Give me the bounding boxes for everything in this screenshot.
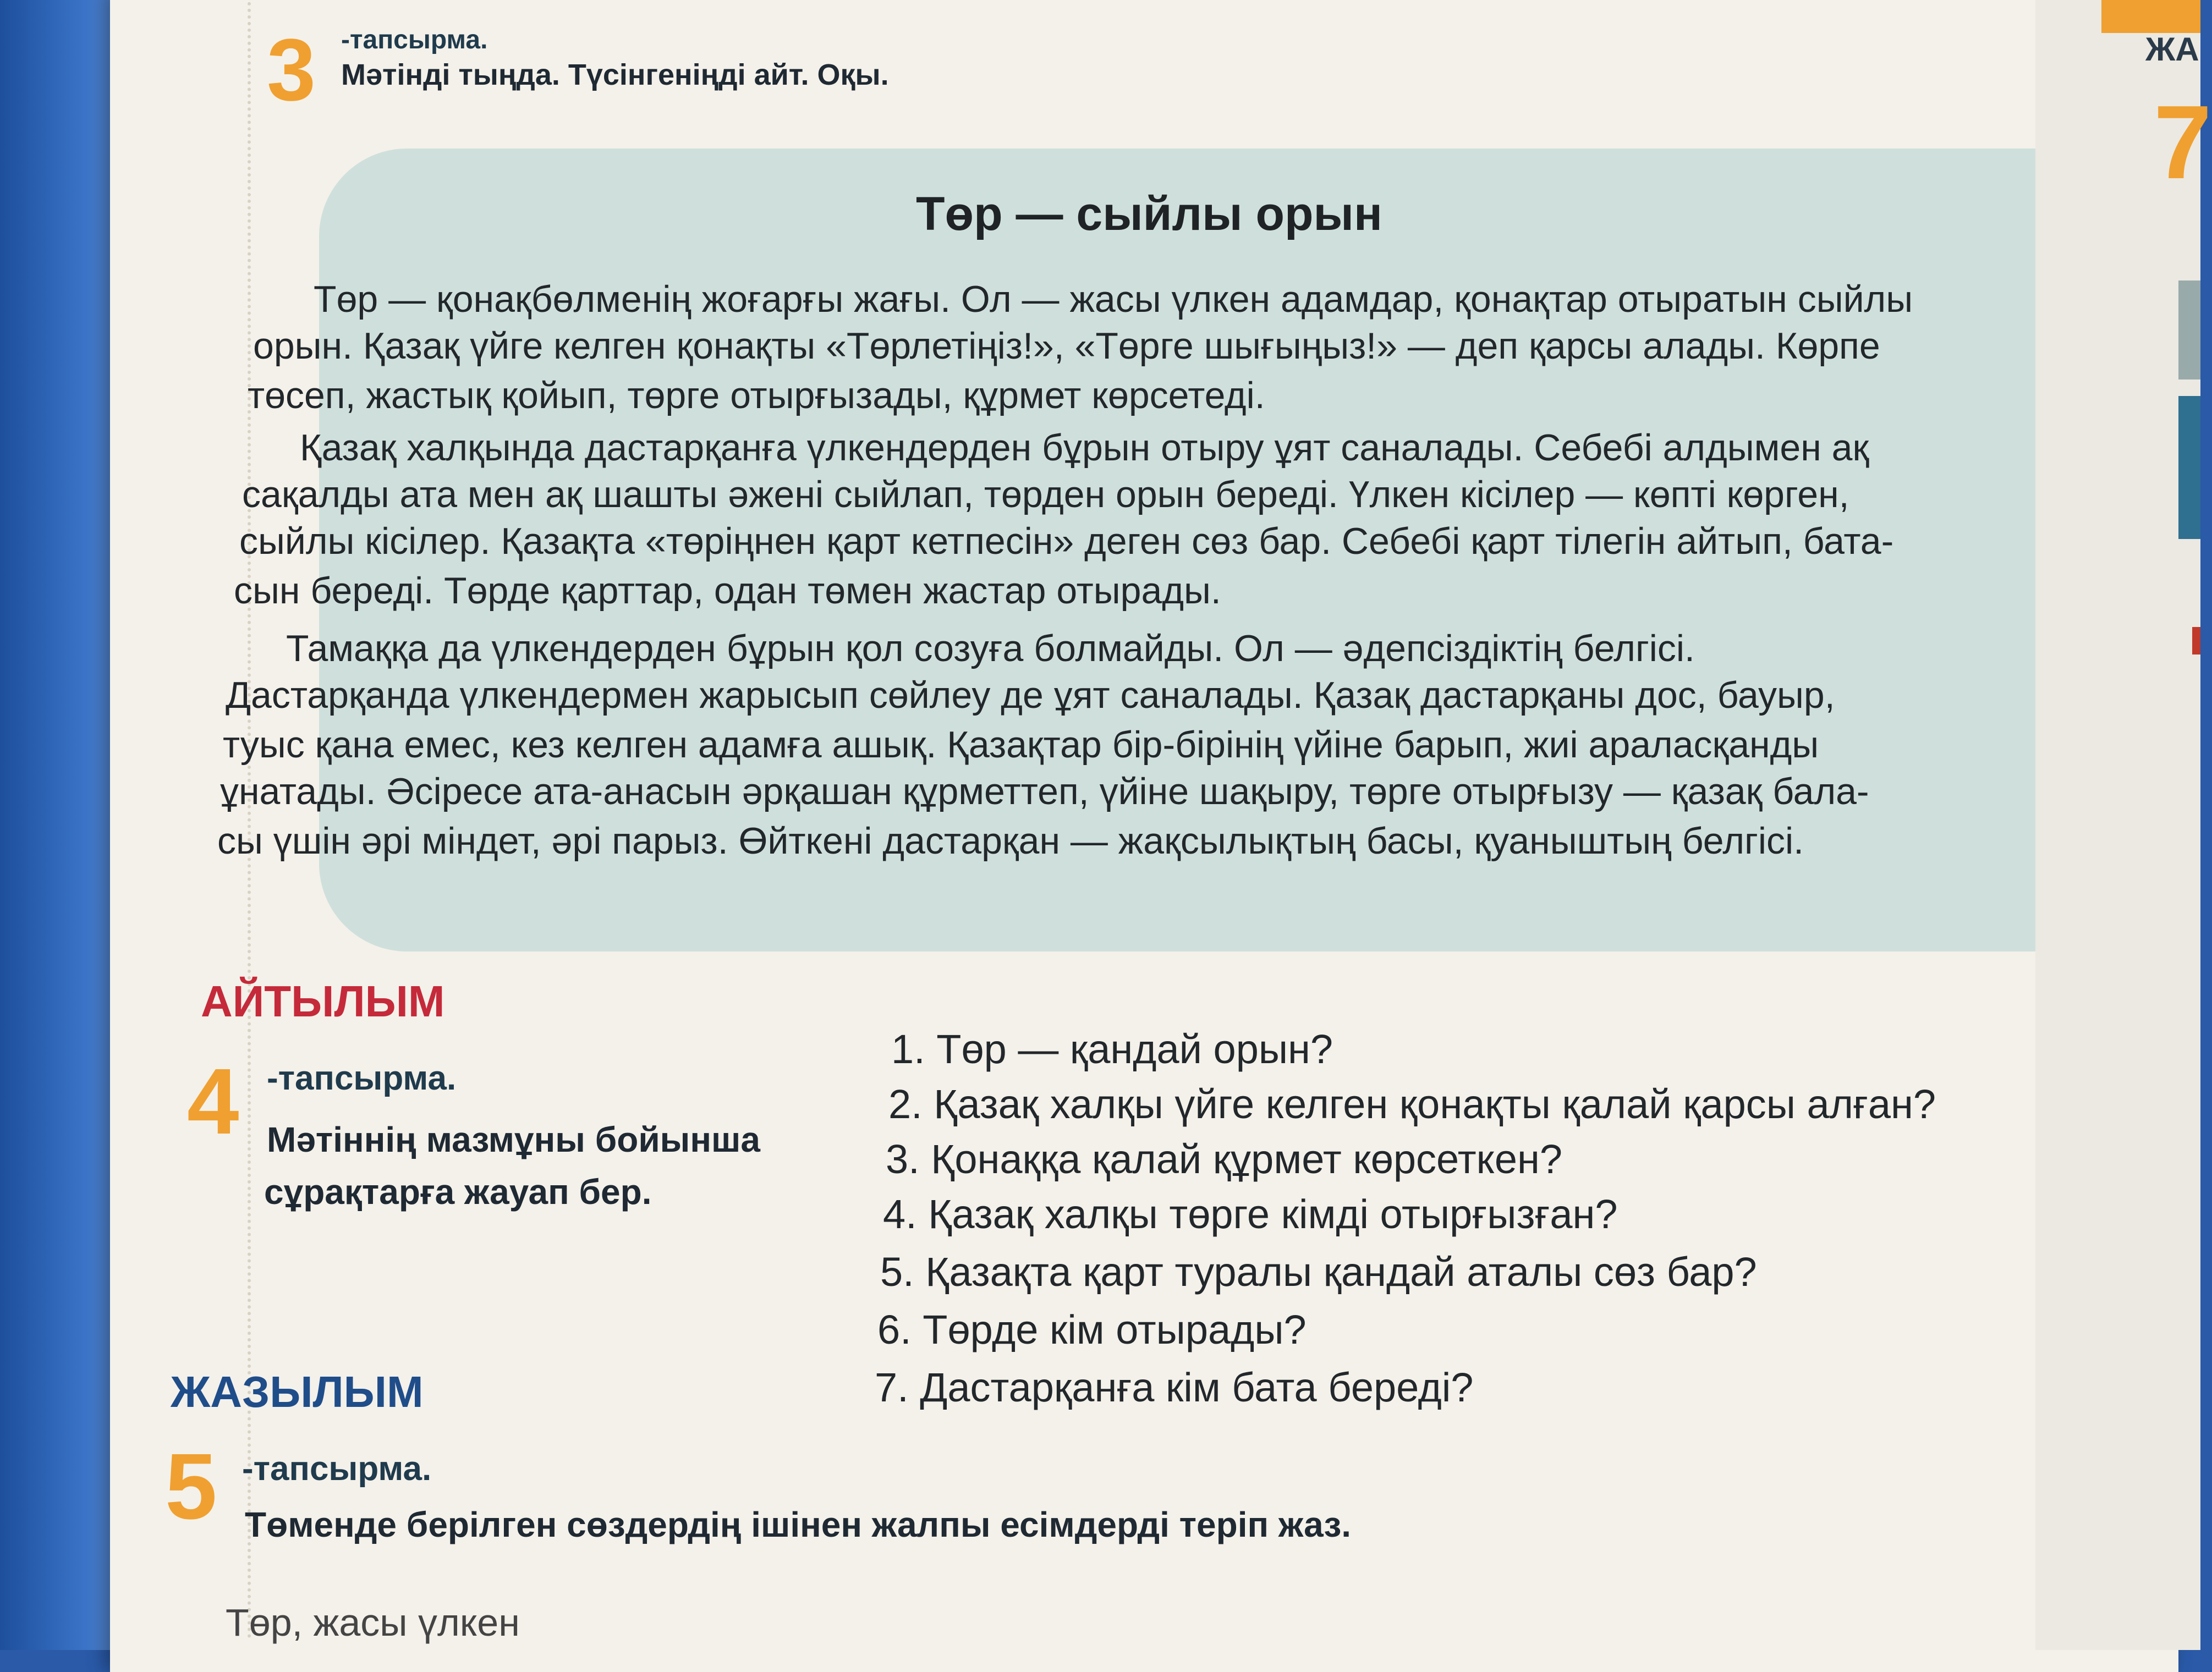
question-item: 3. Қонаққа қалай құрмет көрсеткен? [886, 1136, 1562, 1182]
reading-line: сын береді. Төрде қарттар, одан төмен жастар отырады. [234, 570, 1221, 612]
cut-off-text: Төр, жасы үлкен [226, 1601, 520, 1644]
reading-line: сақалды ата мен ақ шашты әжені сыйлап, төрден орын береді. Үлкен кісілер — көпті көрген, [242, 474, 1849, 515]
reading-line: орын. Қазақ үйге келген қонақты «Төрлетіңіз!», «Төрге шығыңыз!» — деп қарсы алады. Көрпе [253, 325, 1880, 367]
next-page-number: 7 [2154, 84, 2212, 201]
task5-number: 5 [165, 1434, 217, 1539]
task4-instruction-1: Мәтіннің мазмұны бойынша [267, 1120, 760, 1159]
tab-marker [2178, 396, 2200, 539]
next-page-label: ЖА [2145, 31, 2199, 68]
question-item: 4. Қазақ халқы төрге кімді отырғызған? [883, 1191, 1618, 1237]
task3-number: 3 [267, 20, 316, 119]
question-item: 1. Төр — қандай орын? [891, 1026, 1333, 1072]
tab-marker [2178, 280, 2200, 380]
reading-line: төсеп, жастық қойып, төрге отырғызады, құрмет көрсетеді. [248, 375, 1265, 416]
section-speaking: АЙТЫЛЫМ [201, 977, 445, 1026]
task4-number: 4 [187, 1049, 239, 1154]
orange-tab [2101, 0, 2200, 33]
reading-line: ұнатады. Әсіресе ата-анасын әрқашан құрметтеп, үйіне шақыру, төрге отырғызу — қазақ бала- [220, 771, 1869, 812]
textbook-page [110, 0, 2178, 1672]
reading-line: сыйлы кісілер. Қазақта «төріңнен қарт кетпесін» деген сөз бар. Себебі қарт тілегін айтып, бата- [239, 520, 1894, 562]
reading-title: Төр — сыйлы орын [916, 188, 1382, 240]
task3-instruction: Мәтінді тыңда. Түсінгеніңді айт. Оқы. [341, 58, 889, 91]
task3-label: -тапсырма. [341, 25, 488, 54]
question-item: 5. Қазақта қарт туралы қандай аталы сөз бар? [880, 1249, 1757, 1295]
reading-line: сы үшін әрі міндет, әрі парыз. Өйткені дастарқан — жақсылықтың басы, қуаныштың белгісі. [217, 820, 1804, 862]
reading-line: туыс қана емес, кез келген адамға ашық. Қазақтар бір-бірінің үйіне барып, жиі араласқанды [223, 724, 1819, 766]
question-item: 7. Дастарқанға кім бата береді? [875, 1365, 1474, 1410]
section-writing: ЖАЗЫЛЫМ [171, 1367, 424, 1416]
question-item: 2. Қазақ халқы үйге келген қонақты қалай қарсы алған? [888, 1081, 1936, 1127]
next-page-edge [2035, 0, 2212, 1650]
question-item: 6. Төрде кім отырады? [877, 1307, 1307, 1352]
task4-label: -тапсырма. [267, 1059, 457, 1097]
task5-instruction: Төменде берілген сөздердің ішінен жалпы есімдерді теріп жаз. [245, 1505, 1352, 1544]
reading-line: Қазақ халқында дастарқанға үлкендерден бұрын отыру ұят саналады. Себебі алдымен ақ [300, 427, 1869, 469]
tab-marker [2192, 627, 2200, 654]
reading-line: Дастарқанда үлкендермен жарысып сөйлеу де ұят саналады. Қазақ дастарқаны дос, бауыр, [226, 674, 1835, 716]
task5-label: -тапсырма. [242, 1450, 432, 1488]
task4-instruction-2: сұрақтарға жауап бер. [264, 1172, 652, 1212]
reading-line: Тамаққа да үлкендерден бұрын қол созуға болмайды. Ол — әдепсіздіктің белгісі. [286, 628, 1695, 669]
reading-line: Төр — қонақбөлменің жоғарғы жағы. Ол — жасы үлкен адамдар, қонақтар отыратын сыйлы [314, 278, 1913, 320]
